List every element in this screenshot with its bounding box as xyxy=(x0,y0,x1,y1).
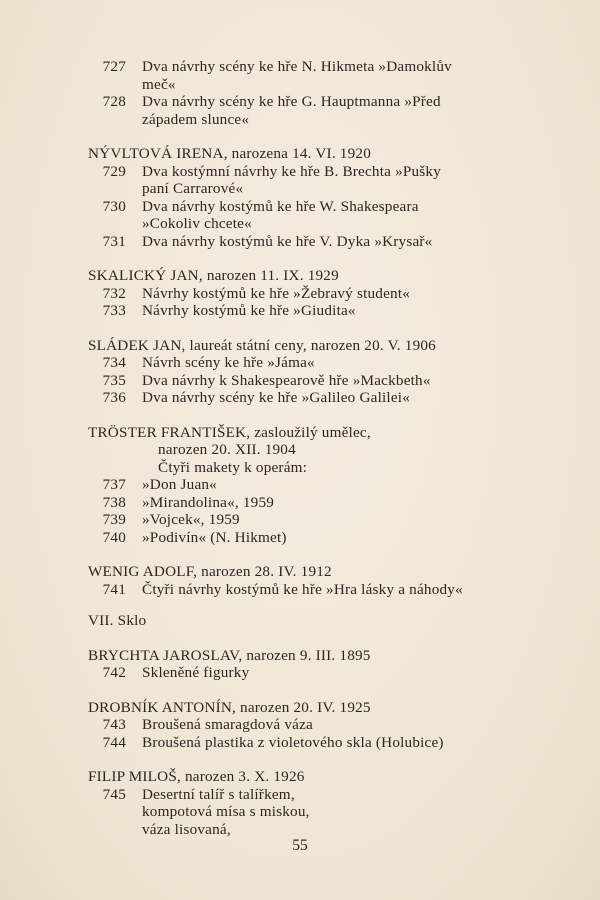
catalog-item xyxy=(88,581,528,599)
artist-heading: DROBNÍK ANTONÍN, narozen 20. IV. 1925 xyxy=(88,698,371,716)
item-number: 735 xyxy=(102,371,126,389)
item-description: Návrhy kostýmů ke hře »Žebravý student« xyxy=(142,284,411,302)
item-number: 743 xyxy=(102,716,126,733)
catalog-item xyxy=(88,716,528,734)
item-description: Desertní talíř s talířkem, kompotová mísa s miskou, váza lisovaná, xyxy=(142,785,310,838)
item-number: 730 xyxy=(102,197,126,215)
artist-detail: narozen 20. XII. 1904 xyxy=(158,441,296,458)
artist-heading: WENIG ADOLF, narozen 28. IV. 1912 xyxy=(88,563,332,580)
item-number: 745 xyxy=(102,785,126,803)
item-number: 739 xyxy=(102,511,126,528)
item-number: 727 xyxy=(102,58,126,75)
item-description: Dva návrhy scény ke hře N. Hikmeta »Damoklův meč« xyxy=(142,58,452,93)
item-description: Návrh scény ke hře »Jáma« xyxy=(142,354,315,371)
item-description: Broušená smaragdová váza xyxy=(142,716,313,733)
catalog-item xyxy=(88,285,528,303)
catalog-item xyxy=(88,233,528,251)
item-description: Dva návrhy kostýmů ke hře W. Shakespeara »Cokoliv chcete« xyxy=(142,197,419,232)
item-description: Broušená plastika z violetového skla (Holubice) xyxy=(142,733,444,751)
item-number: 742 xyxy=(102,664,126,681)
catalog-item xyxy=(88,734,528,752)
item-number: 729 xyxy=(102,162,126,180)
item-number: 744 xyxy=(102,733,126,751)
catalog-item xyxy=(88,372,528,390)
item-description: Skleněné figurky xyxy=(142,664,250,681)
item-number: 734 xyxy=(102,354,126,371)
catalog-item xyxy=(88,511,528,529)
catalog-item xyxy=(88,476,528,494)
item-description: »Podivín« (N. Hikmet) xyxy=(142,528,287,546)
section-heading: VII. Sklo xyxy=(88,612,147,629)
item-description: Dva kostýmní návrhy ke hře B. Brechta »Pušky paní Carrarové« xyxy=(142,162,442,197)
catalog-item xyxy=(88,529,528,547)
catalog-item xyxy=(88,58,528,93)
item-number: 736 xyxy=(102,389,126,406)
item-description: »Don Juan« xyxy=(142,476,217,493)
catalog-item xyxy=(88,163,528,198)
artist-detail: Čtyři makety k operám: xyxy=(158,458,308,476)
item-description: Čtyři návrhy kostýmů ke hře »Hra lásky a náhody« xyxy=(142,580,463,598)
item-number: 732 xyxy=(102,284,126,302)
catalog-item xyxy=(88,389,528,407)
artist-heading: SLÁDEK JAN, laureát státní ceny, narozen 20. V. 1906 xyxy=(88,336,436,354)
catalog-item xyxy=(88,198,528,233)
item-description: Dva návrhy kostýmů ke hře V. Dyka »Krysař« xyxy=(142,232,433,250)
item-number: 733 xyxy=(102,302,126,319)
item-number: 731 xyxy=(102,232,126,250)
artist-heading: SKALICKÝ JAN, narozen 11. IX. 1929 xyxy=(88,267,339,284)
catalog-item xyxy=(88,302,528,320)
item-description: Dva návrhy scény ke hře G. Hauptmanna »Před západem slunce« xyxy=(142,93,441,128)
item-description: Návrhy kostýmů ke hře »Giudita« xyxy=(142,302,356,319)
item-description: »Mirandolina«, 1959 xyxy=(142,493,275,511)
artist-heading: TRÖSTER FRANTIŠEK, zasloužilý umělec, xyxy=(88,423,371,441)
item-number: 738 xyxy=(102,493,126,511)
item-description: Dva návrhy scény ke hře »Galileo Galilei« xyxy=(142,389,410,406)
catalog-item xyxy=(88,786,528,839)
item-number: 737 xyxy=(102,476,126,493)
artist-heading: NÝVLTOVÁ IRENA, narozena 14. VI. 1920 xyxy=(88,145,371,162)
artist-heading: FILIP MILOŠ, narozen 3. X. 1926 xyxy=(88,768,305,785)
item-description: »Vojcek«, 1959 xyxy=(142,511,240,528)
item-number: 728 xyxy=(102,93,126,110)
page-number: 55 xyxy=(292,837,308,854)
item-number: 740 xyxy=(102,528,126,546)
catalog-item xyxy=(88,494,528,512)
item-description: Dva návrhy k Shakespearově hře »Mackbeth« xyxy=(142,371,431,389)
artist-heading: BRYCHTA JAROSLAV, narozen 9. III. 1895 xyxy=(88,646,371,664)
catalog-item xyxy=(88,354,528,372)
catalog-item xyxy=(88,93,528,128)
catalog-item xyxy=(88,664,528,682)
item-number: 741 xyxy=(102,580,126,598)
catalog-list xyxy=(88,58,528,838)
